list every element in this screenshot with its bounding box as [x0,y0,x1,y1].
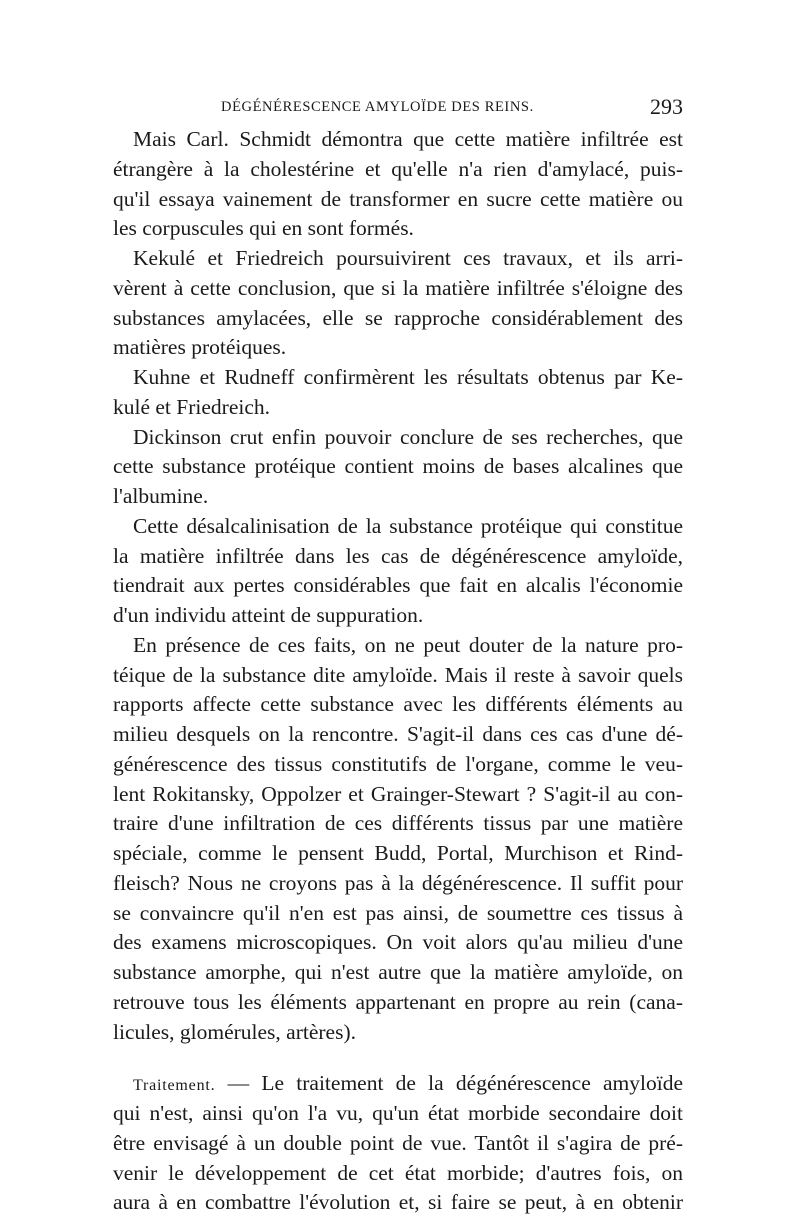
text-line: la matière infiltrée dans les cas de dégénérescence amyloïde, [113,543,683,568]
text-line: fleisch? Nous ne croyons pas à la dégénérescence. Il suffit pour [113,870,683,895]
text-line: cette substance protéique contient moins de bases alcalines que [113,454,683,479]
running-head [113,96,683,120]
text-line-content: — Le traitement de la dégénérescence amyloïde [215,1071,683,1096]
text-line: licules, glomérules, artères). [113,1019,356,1044]
text-line: Mais Carl. Schmidt démontra que cette matière infiltrée est [133,127,683,151]
text-line: substance amorphe, qui n'est autre que la matière amyloïde, on [113,960,683,984]
text-line: kulé et Friedreich. [113,394,271,419]
text-line: rapports affecte cette substance avec les différents éléments au [113,692,683,717]
text-line: les corpuscules qui en sont formés. [113,216,414,241]
text-line: Cette désalcalinisation de la substance protéique qui constitue [133,513,683,538]
text-line: qu'il essaya vainement de transformer en sucre cette matière ou [113,186,683,211]
text-line: téique de la substance dite amyloïde. Mais il reste à savoir quels [113,662,683,687]
text-line: milieu desquels on la rencontre. S'agit-il dans ces cas d'une dé- [113,722,683,746]
text-line: Kuhne et Rudneff confirmèrent les résultats obtenus par Ke- [133,365,683,389]
section-gap [113,1047,683,1069]
text-line: d'un individu atteint de suppuration. [113,603,424,627]
text-line: venir le développement de cet état morbide; d'autres fois, on [113,1160,683,1185]
text-line: Kekulé et Friedreich poursuivirent ces travaux, et ils arri- [133,246,683,270]
section-label: Traitement. [133,1077,216,1095]
text-line: être envisagé à un double point de vue. Tantôt il s'agira de pré- [113,1130,683,1155]
text-line: lent Rokitansky, Oppolzer et Grainger-Stewart ? S'agit-il au con- [113,781,683,806]
text-line: Dickinson crut enfin pouvoir conclure de ses recherches, que [133,424,683,449]
text-line: des examens microscopiques. On voit alors qu'au milieu d'une [113,930,683,955]
text-line: En présence de ces faits, on ne peut douter de la nature pro- [133,632,683,657]
text-line: étrangère à la cholestérine et qu'elle n'a rien d'amylacé, puis- [113,156,683,181]
text-line: spéciale, comme le pensent Budd, Portal, Murchison et Rind- [113,841,683,865]
text-line [113,1069,683,1099]
page-number: 293 [650,94,683,119]
text-line: substances amylacées, elle se rapproche considérablement des [113,305,683,330]
text-line: se convaincre qu'il n'en est pas ainsi, de soumettre ces tissus à [113,900,683,925]
text-line: matières protéiques. [113,335,287,360]
text-line: qui n'est, ainsi qu'on l'a vu, qu'un état morbide secondaire doit [113,1101,683,1125]
body-text [113,125,683,1218]
text-line: retrouve tous les éléments appartenant en propre au rein (cana- [113,989,683,1014]
text-line: vèrent à cette conclusion, que si la matière infiltrée s'éloigne des [113,275,683,300]
text-line: aura à en combattre l'évolution et, si faire se peut, à en obtenir [113,1190,683,1215]
text-line: générescence des tissus constitutifs de l'organe, comme le veu- [113,751,683,776]
text-line: tiendrait aux pertes considérables que fait en alcalis l'économie [113,573,683,598]
text-line: l'albumine. [113,484,209,508]
text-line: traire d'une infiltration de ces différents tissus par une matière [113,811,683,836]
running-title: DÉGÉNÉRESCENCE AMYLOÏDE DES REINS. [221,99,534,115]
